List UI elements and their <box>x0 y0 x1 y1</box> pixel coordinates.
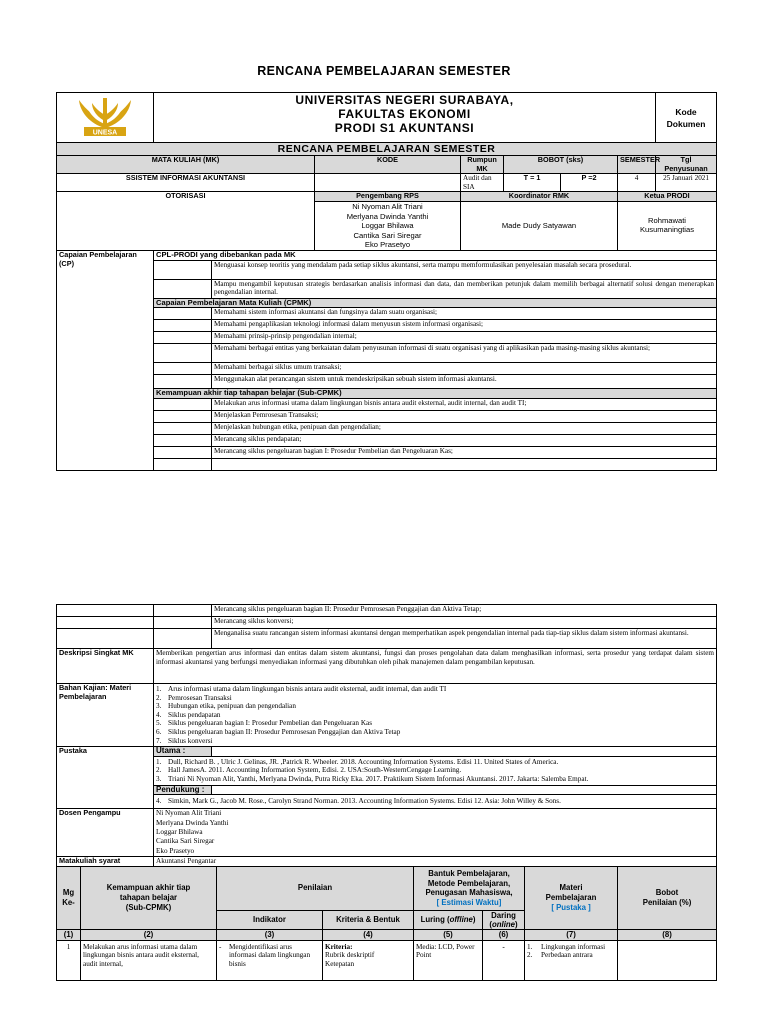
kriteria-cell: Kriteria: Rubrik deskriptif Ketepatan <box>323 940 414 980</box>
pendukung-list <box>154 795 717 809</box>
mg-header: Mg Ke- <box>57 866 81 929</box>
bobot-label: BOBOT (sks) <box>504 156 618 174</box>
subcpmk-item: Melakukan arus informasi utama dalam lingkungan bisnis antara audit eksternal, audit internal, dan audit TI; <box>212 398 717 410</box>
daring-cell: - <box>483 940 525 980</box>
pengembang-list: Ni Nyoman Alit Triani Merlyana Dwinda Yanthi Loggar Bhilawa Cantika Sari Siregar Eko Prasetyo <box>315 201 461 250</box>
list-item: 7. Siklus konversi <box>156 736 213 745</box>
cpmk-item: Menggunakan alat perancangan sistem untuk mendeskripsikan sebuah sistem informasi akuntansi. <box>212 375 717 389</box>
kode-dokumen-cell: Kode Dokumen <box>656 93 717 143</box>
cpmk-item: Memahami berbagai entitas yang berkaiatan dalam penyusunan informasi di suatu organisasi yang di aplikasikan pada masing-masing siklus akuntansi; <box>212 344 717 363</box>
cpmk-item: Memahami sistem informasi akuntansi dan fungsinya dalam suatu organisasi; <box>212 308 717 320</box>
subcpmk-item: Merancang siklus pendapatan; <box>212 434 717 446</box>
logo-cell <box>57 93 154 143</box>
materi-header: Materi Pembelajaran [ Pustaka ] <box>525 866 618 929</box>
kriteria-header: Kriteria & Bentuk <box>323 910 414 929</box>
utama-header: Utama : <box>154 747 212 757</box>
mk-name: SSISTEM INFORMASI AKUNTANSI <box>57 174 315 192</box>
list-item: 4. Siklus pendapatan <box>156 710 221 719</box>
bahan-kajian-label: Bahan Kajian: Materi Pembelajaran <box>57 684 154 747</box>
faculty-line: FAKULTAS EKONOMI <box>338 107 471 121</box>
capaian-label: Capaian Pembelajaran (CP) <box>57 250 154 470</box>
cpl-item: Mampu mengambil keputusan strategis berdasarkan analisis informasi dan data, dan memberikan petunjuk dalam memilih berbagai alternatif solusi dengan menerapkan pengendalian internal. <box>212 279 717 298</box>
document-title: RENCANA PEMBELAJARAN SEMESTER <box>257 64 511 78</box>
col-number: (4) <box>323 929 414 940</box>
kemampuan-cell: Melakukan arus informasi utama dalam lingkungan bisnis antara audit eksternal, audit internal, <box>81 940 217 980</box>
table-row <box>57 940 717 980</box>
subcpmk-item: Merancang siklus pengeluaran bagian II: Prosedur Pemrosesan Penggajian dan Aktiva Tetap; <box>212 605 717 617</box>
list-item: 4. Simkin, Mark G., Jacob M. Rose., Carolyn Strand Norman. 2013. Accounting Information Systems. Edisi 12. Asia: John Willey & Sons. <box>156 797 561 806</box>
indikator-header: Indikator <box>217 910 323 929</box>
subcpmk-item: Menjelaskan Pemrosesan Transaksi; <box>212 410 717 422</box>
koordinator-label: Koordinator RMK <box>461 192 618 202</box>
bobot-p-value: P =2 <box>561 174 618 192</box>
ketua-value: Rohmawati Kusumaningtias <box>618 201 717 250</box>
logo-text: UNESA <box>92 129 118 137</box>
syarat-value: Akuntansi Pengantar <box>154 857 717 867</box>
bobot-t-value: T = 1 <box>504 174 561 192</box>
list-item: 2. Pemrosesan Transaksi <box>156 693 232 702</box>
col-number: (3) <box>217 929 323 940</box>
deskripsi-label: Deskripsi Singkat MK <box>57 649 154 684</box>
list-item: 5. Siklus pengeluaran bagian I: Prosedur Pembelian dan Pengeluaran Kas <box>156 719 372 728</box>
subcpmk-item: Merancang siklus konversi; <box>212 617 717 629</box>
list-item: 1. Dull, Richard B. , Ulric J. Gelinas, JR. ,Patrick R. Wheeler. 2018. Accounting Information Systems. Edisi 11. United States of America. <box>156 757 559 766</box>
subcpmk-item: Menjelaskan hubungan etika, penipuan dan pengendalian; <box>212 422 717 434</box>
otorisasi-label: OTORISASI <box>57 192 315 251</box>
luring-header: Luring (offline) <box>414 910 483 929</box>
col-number: (2) <box>81 929 217 940</box>
rps-header-table <box>56 92 717 251</box>
unesa-logo-icon <box>70 94 140 138</box>
col-number: (5) <box>414 929 483 940</box>
materi-cell: 1. Lingkungan informasi 2. Perbedaan antrara <box>525 940 618 980</box>
rps-page-2 <box>56 604 716 981</box>
rumpun-label: Rumpun MK <box>461 156 504 174</box>
cpl-item: Menguasai konsep teoritis yang mendalam pada setiap siklus akuntansi, serta mampu memformulasikan penyelesaian masalah secara prosedural. <box>212 260 717 279</box>
kode-label: KODE <box>315 156 461 174</box>
subcpmk-item: Menganalisa suatu rancangan sistem informasi akuntansi dengan memperhatikan aspek pengendalian internal pada tiap-tiap siklus dalam sistem informasi akuntansi. <box>212 629 717 649</box>
kode-value <box>315 174 461 192</box>
col-number: (8) <box>618 929 717 940</box>
kemampuan-header: Kemampuan akhir tiap tahapan belajar (Sub-CPMK) <box>81 866 217 929</box>
subcpmk-header: Kemampuan akhir tiap tahapan belajar (Sub-CPMK) <box>154 389 717 399</box>
prodi-line: PRODI S1 AKUNTANSI <box>334 121 475 135</box>
bobot-header: Bobot Penilaian (%) <box>618 866 717 929</box>
pustaka-label: Pustaka <box>57 747 154 809</box>
continuation-table <box>56 604 717 867</box>
week-number: 1 <box>57 940 81 980</box>
list-item: 3. Hubungan etika, penipuan dan pengendalian <box>156 702 296 711</box>
cpmk-item: Memahami berbagai siklus umum transaksi; <box>212 363 717 375</box>
rps-page-1 <box>56 92 716 471</box>
dosen-list: Ni Nyoman Alit Triani Merlyana Dwinda Yanthi Loggar Bhilawa Cantika Sari Siregar Eko Prasetyo <box>154 809 717 857</box>
deskripsi-text: Memberikan pengertian arus informasi dan entitas dalam sistem akuntansi, fungsi dan proses pengolahan data dalam menghasilkan informasi, serta prosedur yang terdapat dalam sistem informasi akuntansi yang berfungsi menyediakan informasi yang dibutuhkan oleh pihak manajemen dalam pengambilan keputusan. <box>154 649 717 684</box>
col-number: (1) <box>57 929 81 940</box>
list-item: 6. Siklus pengeluaran bagian II: Prosedur Pemrosesan Penggajian dan Aktiva Tetap <box>156 727 401 736</box>
col-number: (6) <box>483 929 525 940</box>
mk-label: MATA KULIAH (MK) <box>57 156 315 174</box>
university-name-cell <box>154 93 656 143</box>
cpmk-item: Memahami prinsip-prinsip pengendalian internal; <box>212 332 717 344</box>
semester-label: SEMESTER <box>618 156 656 174</box>
dosen-label: Dosen Pengampu <box>57 809 154 857</box>
cpl-header: CPL-PRODI yang dibebankan pada MK <box>154 250 717 260</box>
bentuk-header: Bantuk Pembelajaran, Metode Pembelajaran, Penugasan Mahasiswa, [ Estimasi Waktu] <box>414 866 525 910</box>
bahan-kajian-list <box>154 684 717 747</box>
list-item: 2. Hall JamesA. 2011. Accounting Information System, Edisi. 2. USA:South-WesternCengage Learning. <box>156 766 462 775</box>
cpmk-item: Memahami pengaplikasian teknologi informasi dalam menyusun sistem informasi organisasi; <box>212 320 717 332</box>
list-item: 3. Triani Ni Nyoman Alit, Yanthi, Merlyana Dwinda, Putra Ricky Eka. 2017. Praktikum Sistem Informasi Akuntansi. 2017. Jakarta: Salemba Empat. <box>156 774 589 783</box>
tgl-value: 25 Januari 2021 <box>656 174 717 192</box>
bobot-cell <box>618 940 717 980</box>
university-line: UNIVERSITAS NEGERI SURABAYA, <box>295 93 514 107</box>
koordinator-value: Made Dudy Satyawan <box>461 201 618 250</box>
tgl-label: Tgl Penyusunan <box>656 156 717 174</box>
penilaian-header: Penilaian <box>217 866 414 910</box>
luring-cell: Media: LCD, Power Point <box>414 940 483 980</box>
subcpmk-item: Merancang siklus pengeluaran bagian I: Prosedur Pembelian dan Pengeluaran Kas; <box>212 446 717 458</box>
semester-value: 4 <box>618 174 656 192</box>
pengembang-label: Pengembang RPS <box>315 192 461 202</box>
col-number: (7) <box>525 929 618 940</box>
cpmk-header: Capaian Pembelajaran Mata Kuliah (CPMK) <box>154 298 717 308</box>
weekly-plan-table <box>56 866 717 981</box>
syarat-label: Matakuliah syarat <box>57 857 154 867</box>
rps-title-bar: RENCANA PEMBELAJARAN SEMESTER <box>57 143 717 156</box>
rumpun-value: Audit dan SIA <box>461 174 504 192</box>
capaian-table <box>56 250 717 471</box>
pendukung-header: Pendukung : <box>154 785 212 795</box>
daring-header: Daring (online) <box>483 910 525 929</box>
indikator-cell: - Mengidentifikasi arus informasi dalam lingkungan bisnis <box>217 940 323 980</box>
list-item: 1. Arus informasi utama dalam lingkungan bisnis antara audit eksternal, audit internal, dan audit TI <box>156 685 447 693</box>
ketua-label: Ketua PRODI <box>618 192 717 202</box>
utama-list <box>154 756 717 785</box>
